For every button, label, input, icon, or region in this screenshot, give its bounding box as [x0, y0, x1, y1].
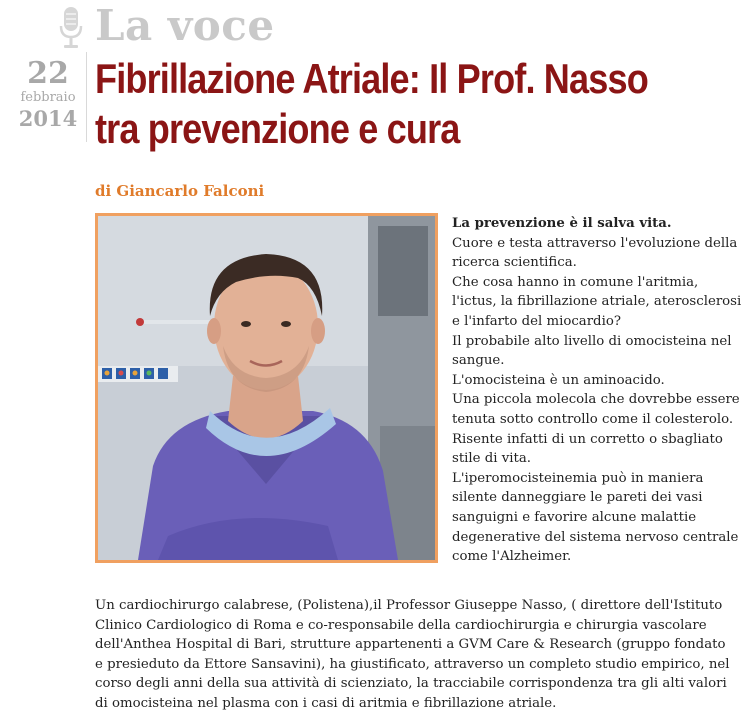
date-year: 2014 — [18, 106, 78, 131]
intro-lead: La prevenzione è il salva vita. — [452, 216, 672, 231]
intro-paragraph: L'iperomocisteinemia può in maniera silente danneggiare le pareti dei vasi sanguigni e favorire alcune malattie degenerative del sistema nervoso centrale come l'Alzheimer. — [452, 470, 739, 565]
portrait-illustration — [98, 216, 435, 560]
article-headline[interactable]: Fibrillazione Atriale: Il Prof. Nasso tra prevenzione e cura — [95, 55, 648, 152]
intro-paragraph: Che cosa hanno in comune l'aritmia, l'ictus, la fibrillazione atriale, aterosclerosi e l'infarto del miocardio? — [452, 274, 742, 329]
section-title: La voce — [95, 1, 275, 50]
intro-paragraph: Una piccola molecola che dovrebbe essere tenuta sotto controllo come il colesterolo. — [452, 392, 740, 427]
intro-paragraph: Il probabile alto livello di omocisteina nel sangue. — [452, 333, 732, 369]
date-day: 22 — [27, 56, 69, 91]
date-divider — [86, 52, 87, 142]
article-byline: di Giancarlo Falconi — [95, 182, 265, 200]
post-date — [12, 58, 84, 132]
intro-paragraph: Risente infatti di un corretto o sbagliato stile di vita. — [452, 431, 723, 467]
article-photo — [95, 213, 438, 563]
intro-paragraph: L'omocisteina è un aminoacido. — [452, 372, 665, 388]
article-intro — [452, 214, 742, 567]
article-body: Un cardiochirurgo calabrese, (Polistena),il Professor Giuseppe Nasso, ( direttore dell'Istituto Clinico Cardiologico di Roma e co-responsabile della cardiochirurgia e chirurgia vascolare dell'Anthea Hospital di Bari, strutture appartenenti a GVM Care & Research (gruppo fondato e presieduto da Ettore Sansavini), ha giustificato, attraverso un completo studio empirico, nel corso degli anni della sua attività di scienziato, la tracciabile corrispondenza tra gli alti valori di omocisteina nel plasma con i casi di aritmia e fibrillazione atriale. — [95, 598, 730, 711]
date-month: febbraio — [20, 90, 76, 105]
microphone-icon — [58, 6, 84, 50]
intro-paragraph: Cuore e testa attraverso l'evoluzione della ricerca scientifica. — [452, 235, 738, 271]
